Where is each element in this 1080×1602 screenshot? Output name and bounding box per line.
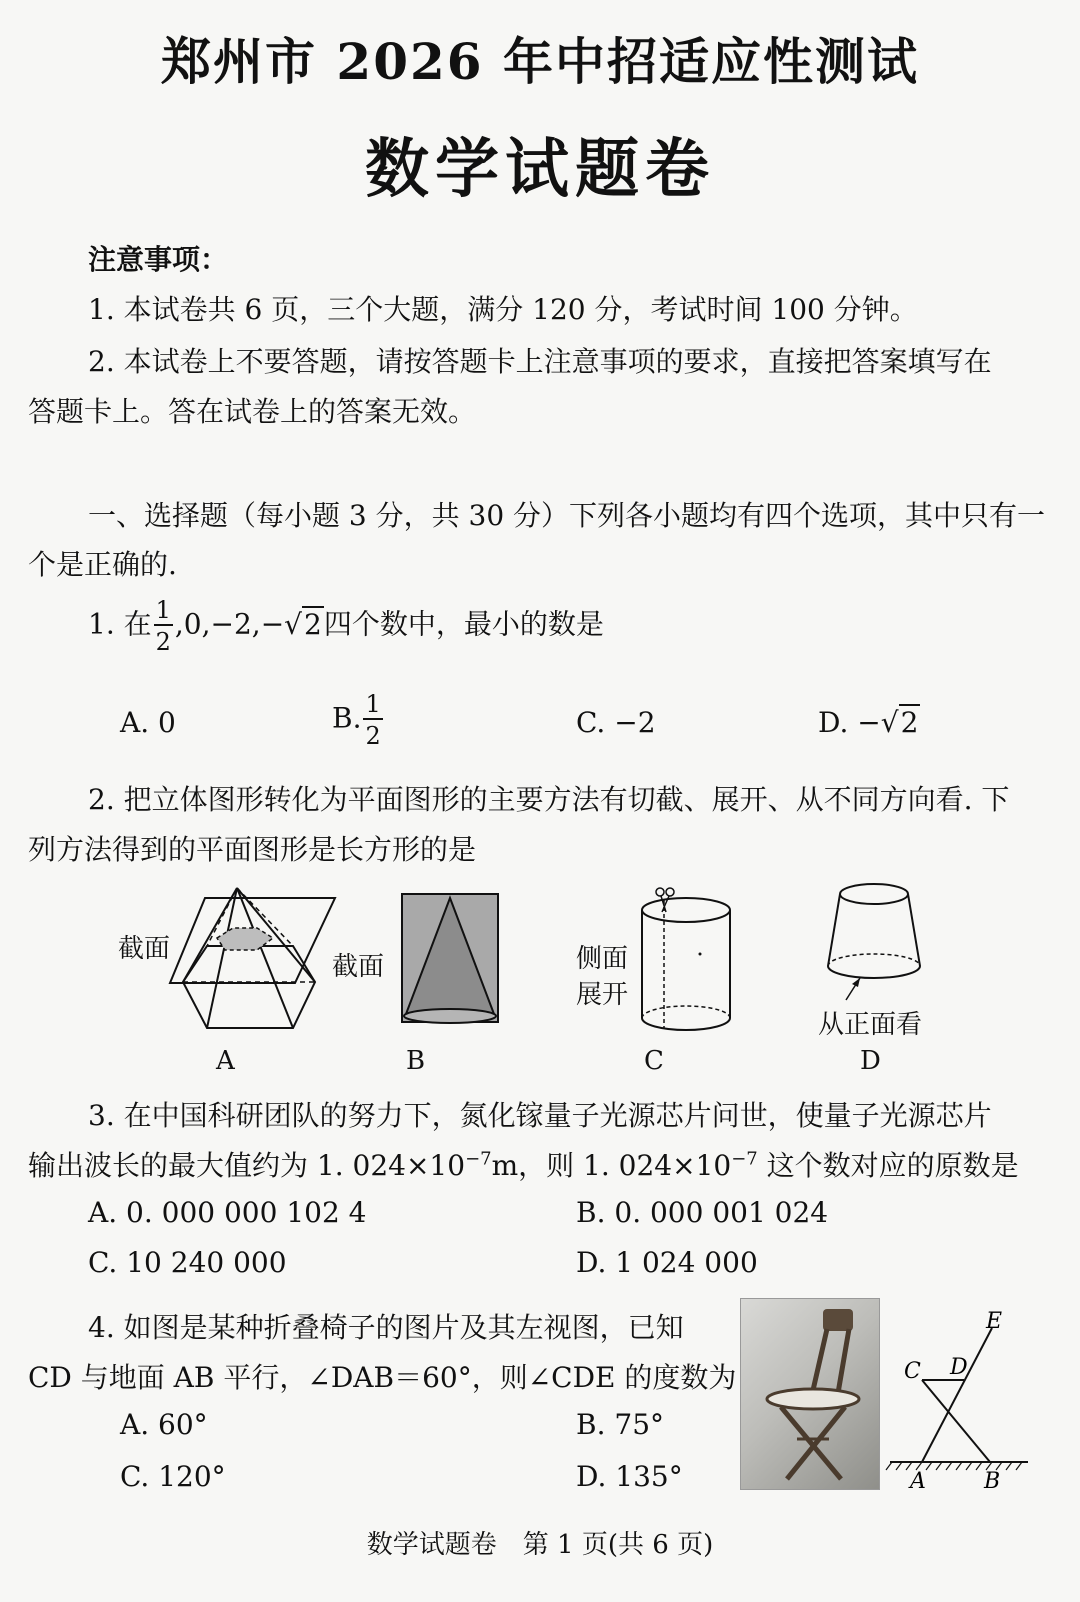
q2-figure-d-caption: 从正面看: [818, 1010, 923, 1040]
q2-figure-c-caption-1: 侧面: [576, 944, 629, 974]
page-footer: 数学试题卷 第 1 页(共 6 页): [366, 1530, 714, 1560]
q1-optd-rad: 2: [900, 706, 919, 739]
q3-exponent-2: −7: [731, 1148, 758, 1170]
q1-prefix: 1. 在: [88, 607, 152, 641]
q1-option-b: [332, 692, 385, 748]
q1-frac-num: 1: [155, 596, 171, 624]
point-d-label: D: [950, 1355, 968, 1380]
folding-chair-photo: [740, 1298, 880, 1490]
q1-suffix: 四个数中，最小的数是: [323, 607, 604, 641]
q2-figure-d-frustum: [822, 878, 932, 1008]
point-b-label: B: [984, 1469, 1001, 1494]
q2-figure-c-caption-2: 展开: [576, 980, 629, 1010]
q1-middle: ,0,−2,−: [174, 607, 285, 641]
question-4-line2: CD 与地面 AB 平行，∠DAB＝60°，则∠CDE 的度数为: [28, 1361, 737, 1394]
q4-option-b: B. 75°: [576, 1408, 665, 1441]
q1-option-c: C. −2: [576, 706, 656, 739]
exam-title: 郑州市 2026 年中招适应性测试: [161, 32, 919, 91]
q1-optd-prefix: D. −: [818, 706, 881, 739]
section1-heading-line1: 一、选择题（每小题 3 分，共 30 分）下列各小题均有四个选项，其中只有一: [88, 499, 1046, 532]
q1-fraction: [154, 598, 173, 654]
q3-exponent-1: −7: [465, 1148, 492, 1170]
q1-option-d: [818, 706, 920, 739]
q1-sqrt: √2: [284, 607, 322, 641]
notice-item-2-line1: 2. 本试卷上不要答题，请按答题卡上注意事项的要求，直接把答案填写在: [88, 345, 992, 378]
q1-optb-den: 2: [365, 722, 381, 750]
point-c-label: C: [904, 1359, 921, 1384]
q2-figure-b-caption: 截面: [332, 952, 385, 982]
q1-optb-prefix: B.: [332, 701, 362, 735]
q1-optb-num: 1: [365, 690, 381, 718]
q2-label-d: D: [860, 1046, 881, 1076]
folding-chair-illustration: [741, 1299, 879, 1489]
question-2-line1: 2. 把立体图形转化为平面图形的主要方法有切截、展开、从不同方向看. 下: [88, 783, 1010, 816]
q2-figure-a-caption: 截面: [118, 934, 171, 964]
q2-label-a: A: [216, 1046, 235, 1076]
question-3-line1: 3. 在中国科研团队的努力下，氮化镓量子光源芯片问世，使量子光源芯片: [88, 1099, 992, 1132]
q2-figure-a-pyramid: [165, 880, 355, 1040]
q4-option-a: A. 60°: [120, 1408, 208, 1441]
q4-option-d: D. 135°: [576, 1460, 683, 1493]
q1-frac-den: 2: [155, 628, 171, 656]
q3-option-b: B. 0. 000 001 024: [576, 1196, 829, 1229]
q3-text-a: 输出波长的最大值约为 1. 024×10: [28, 1149, 466, 1182]
q2-label-c: C: [644, 1046, 664, 1076]
q2-figure-c-cylinder: [632, 882, 740, 1034]
q2-label-b: B: [406, 1046, 426, 1076]
question-3-line2: [28, 1144, 1019, 1184]
exam-subtitle: 数学试题卷: [365, 132, 715, 207]
q1-optb-fraction: [363, 692, 382, 748]
question-2-line2: 列方法得到的平面图形是长方形的是: [28, 833, 477, 866]
q3-text-b: m，则 1. 024×10: [491, 1149, 732, 1182]
section1-heading-line2: 个是正确的.: [28, 548, 177, 581]
q3-option-d: D. 1 024 000: [576, 1246, 758, 1279]
q3-option-c: C. 10 240 000: [88, 1246, 287, 1279]
q1-sqrt-rad: 2: [304, 607, 322, 641]
notice-item-2-line2: 答题卡上。答在试卷上的答案无效。: [28, 395, 477, 428]
q4-left-view-diagram: [884, 1308, 1034, 1498]
question-1-stem: [88, 598, 604, 654]
q3-text-c: 这个数对应的原数是: [757, 1149, 1019, 1182]
q1-option-a: A. 0: [120, 706, 176, 739]
notice-item-1: 1. 本试卷共 6 页，三个大题，满分 120 分，考试时间 100 分钟。: [88, 293, 918, 326]
q4-option-c: C. 120°: [120, 1460, 226, 1493]
q2-figure-b-cone: [398, 890, 504, 1032]
point-a-label: A: [910, 1469, 926, 1494]
q1-optd-sqrt: √2: [880, 706, 919, 739]
notice-heading: 注意事项：: [88, 243, 229, 276]
point-e-label: E: [986, 1309, 1003, 1334]
q3-option-a: A. 0. 000 000 102 4: [88, 1196, 367, 1229]
question-4-line1: 4. 如图是某种折叠椅子的图片及其左视图，已知: [88, 1311, 684, 1344]
